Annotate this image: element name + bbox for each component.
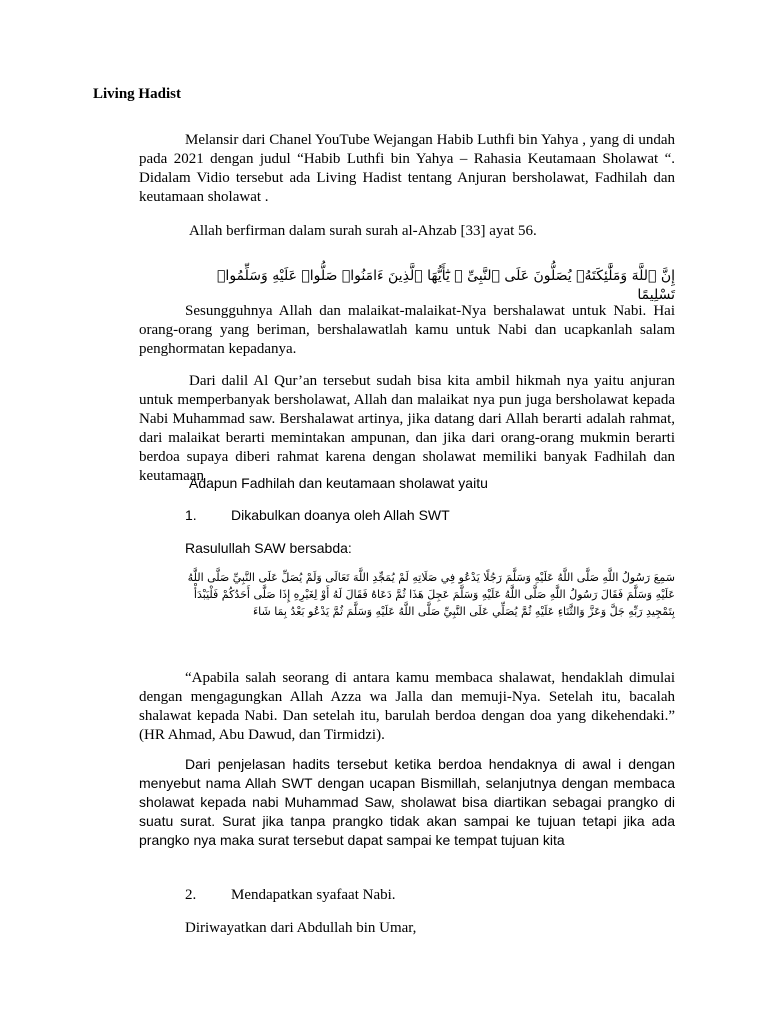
- hadith-translation: “Apabila salah seorang di antara kamu membaca shalawat, hendaklah dimulai dengan mengagungkan Allah Azza wa Jalla dan memuji-Nya. Setelah itu, bacalah shalawat kepada Nabi. Dan setelah itu, barulah berdoa dengan doa yang dikehendaki.” (HR Ahmad, Abu Dawud, dan Tirmidzi).: [139, 670, 675, 743]
- document-title: Living Hadist: [93, 86, 181, 102]
- list-item-1-number: 1.: [185, 507, 197, 523]
- rasulullah-line: Rasulullah SAW bersabda:: [185, 540, 352, 556]
- ayat-arabic: إِنَّ ٱللَّهَ وَمَلَّٰئِكَتَهُۥ يُصَلُّونَ عَلَى ٱلنَّبِىِّ ۚ يَٰٓأَيُّهَا ٱلَّذِينَ ءَامَنُوا۟ صَلُّوا۟ عَلَيْهِ وَسَلِّمُوا۟ تَسْلِيمًا: [217, 268, 675, 303]
- list-item-2: [185, 886, 396, 905]
- firman-line: Allah berfirman dalam surah surah al-Ahzab [33] ayat 56.: [189, 223, 537, 239]
- list-item-1: [185, 506, 450, 525]
- hadith-arabic: سَمِعَ رَسُولُ اللَّهِ صَلَّى اللَّهُ عَلَيْهِ وَسَلَّمَ رَجُلًا يَدْعُو فِي صَلَاتِهِ لَمْ يُمَجِّدِ اللَّهَ تَعَالَى وَلَمْ يُصَلِّ عَلَى النَّبِيِّ صَلَّى اللَّهُ عَلَيْهِ وَسَلَّمَ فَقَالَ رَسُولُ اللَّهِ صَلَّى اللَّهُ عَلَيْهِ وَسَلَّمَ عَجِلَ هَذَا ثُمَّ دَعَاهُ فَقَالَ لَهُ أَوْ لِغَيْرِهِ إِذَا صَلَّى أَحَدُكُمْ فَلْيَبْدَأْ بِتَمْجِيدِ رَبِّهِ جَلَّ وَعَزَّ وَالثَّنَاءِ عَلَيْهِ ثُمَّ يُصَلِّي عَلَى النَّبِيِّ صَلَّى اللَّهُ عَلَيْهِ وَسَلَّمَ ثُمَّ يَدْعُو بَعْدُ بِمَا شَاءَ: [187, 571, 675, 618]
- adapun-line: Adapun Fadhilah dan keutamaan sholawat yaitu: [189, 475, 488, 491]
- list-item-2-number: 2.: [185, 887, 197, 903]
- intro-paragraph: Melansir dari Chanel YouTube Wejangan Habib Luthfi bin Yahya , yang di undah pada 2021 dengan judul “Habib Luthfi bin Yahya – Rahasia Keutamaan Sholawat “. Didalam Vidio tersebut ada Living Hadist tentang Anjuran bersholawat, Fadhilah dan keutamaan sholawat .: [139, 132, 675, 205]
- list-item-1-text: Dikabulkan doanya oleh Allah SWT: [231, 507, 450, 523]
- terjemah-paragraph: Sesungguhnya Allah dan malaikat-malaikat-Nya bershalawat untuk Nabi. Hai orang-orang yang beriman, bershalawatlah kamu untuk Nabi dan ucapkanlah salam penghormatan kepadanya.: [139, 303, 675, 357]
- diriwayatkan-line: Diriwayatkan dari Abdullah bin Umar,: [185, 920, 417, 936]
- dalil-paragraph: Dari dalil Al Qur’an tersebut sudah bisa kita ambil hikmah nya yaitu anjuran untuk memperbanyak bersholawat, Allah dan malaikat nya pun juga bersholawat kepada Nabi Muhammad saw. Bershalawat artinya, jika datang dari Allah berarti adalah rahmat, dari malaikat berarti memintakan ampunan, dan jika dari orang-orang mukmin berarti berdoa supaya diberi rahmat karena dengan sholawat memiliki banyak Fadhilah dan keutamaan: [139, 373, 675, 484]
- penjelasan-paragraph: Dari penjelasan hadits tersebut ketika berdoa hendaknya di awal i dengan menyebut nama Allah SWT dengan ucapan Bismillah, selanjutnya dengan membaca sholawat kepada nabi Muhammad Saw, sholawat bisa diartikan sebagai prangko di suatu surat. Surat jika tanpa prangko tidak akan sampai ke tujuan tetapi jika ada prangko nya maka surat tersebut dapat sampai ke tempat tujuan kita: [139, 756, 675, 848]
- list-item-2-text: Mendapatkan syafaat Nabi.: [231, 887, 396, 903]
